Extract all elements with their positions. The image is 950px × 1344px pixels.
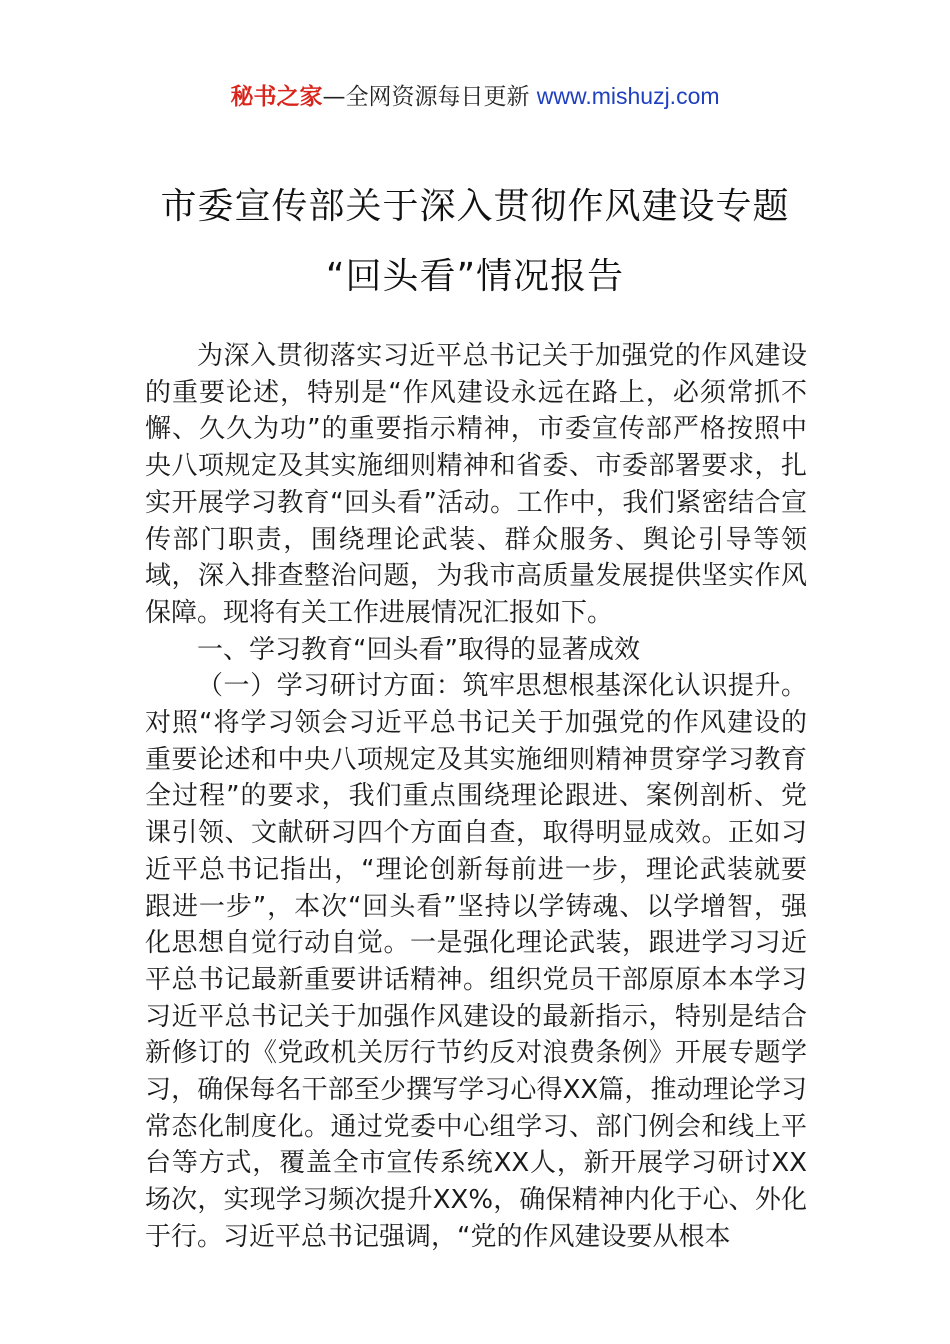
brand-name: 秘书之家 [230,84,323,110]
document-title-line2: “回头看”情况报告 [325,256,625,297]
section-heading: 一、学习教育“回头看”取得的显著成效 [197,634,640,665]
site-url[interactable]: www.mishuzj.com [536,83,720,109]
intro-paragraph: 为深入贯彻落实习近平总书记关于加强党的作风建设的重要论述，特别是“作风建设永远在路上，必须常抓不懈、久久为功”的重要指示精神，市委宣传部严格按照中央八项规定及其实施细则精神和省委、市委部署要求，扎实开展学习教育“回头看”活动。工作中，我们紧密结合宣传部门职责，围绕理论武装、群众服务、舆论引导等领域，深入排查整治问题，为我市高质量发展提供坚实作风保障。现将有关工作进展情况汇报如下。 [145,341,807,628]
subsection-paragraph: （一）学习研讨方面：筑牢思想根基深化认识提升。对照“将学习领会习近平总书记关于加强党的作风建设的重要论述和中央八项规定及其实施细则精神贯穿学习教育全过程”的要求，我们重点围绕理论跟进、案例剖析、党课引领、文献研习四个方面自查，取得明显成效。正如习近平总书记指出，“理论创新每前进一步，理论武装就要跟进一步”，本次“回头看”坚持以学铸魂、以学增智，强化思想自觉行动自觉。一是强化理论武装，跟进学习习近平总书记最新重要讲话精神。组织党员干部原原本本学习习近平总书记关于加强作风建设的最新指示，特别是结合新修订的《党政机关厉行节约反对浪费条例》开展专题学习，确保每名干部至少撰写学习心得XX篇，推动理论学习常态化制度化。通过党委中心组学习、部门例会和线上平台等方式，覆盖全市宣传系统XX人，新开展学习研讨XX场次，实现学习频次提升XX%，确保精神内化于心、外化于行。习近平总书记强调，“党的作风建设要从根本 [145,671,807,1252]
site-header [0,80,950,113]
document-title-line1: 市委宣传部关于深入贯彻作风建设专题 [160,186,790,227]
document-body [145,338,807,1256]
site-tagline: —全网资源每日更新 [322,84,537,110]
